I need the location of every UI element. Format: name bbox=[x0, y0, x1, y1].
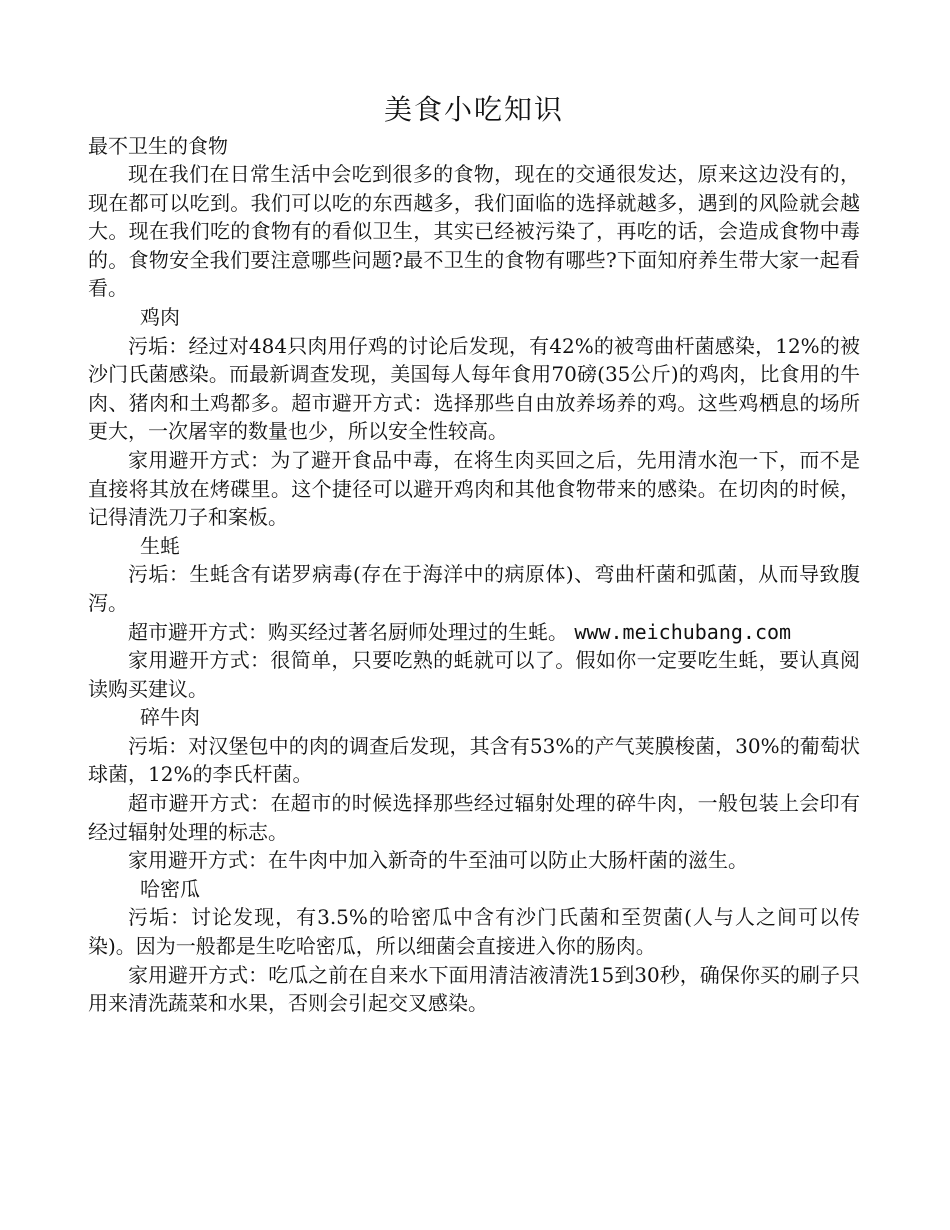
document-page bbox=[88, 92, 860, 1018]
chicken-paragraph-2: 家用避开方式：为了避开食品中毒，在将生肉买回之后，先用清水泡一下，而不是直接将其放在烤碟里。这个捷径可以避开鸡肉和其他食物带来的感染。在切肉的时候，记得清洗刀子和案板。 bbox=[88, 447, 860, 530]
oyster-paragraph-2 bbox=[88, 618, 860, 647]
beef-paragraph-2: 超市避开方式：在超市的时候选择那些经过辐射处理的碎牛肉，一般包装上会印有经过辐射处理的标志。 bbox=[88, 791, 860, 844]
intro-paragraph: 现在我们在日常生活中会吃到很多的食物，现在的交通很发达，原来这边没有的，现在都可以吃到。我们可以吃的东西越多，我们面临的选择就越多，遇到的风险就会越大。现在我们吃的食物有的看似卫生，其实已经被污染了，再吃的话，会造成食物中毒的。食物安全我们要注意哪些问题?最不卫生的食物有哪些?下面知府养生带大家一起看看。 bbox=[88, 162, 860, 301]
oyster-paragraph-3: 家用避开方式：很简单，只要吃熟的蚝就可以了。假如你一定要吃生蚝，要认真阅读购买建议。 bbox=[88, 648, 860, 701]
section-title: 最不卫生的食物 bbox=[88, 134, 228, 158]
document-title: 美食小吃知识 bbox=[383, 93, 564, 126]
melon-paragraph-2: 家用避开方式：吃瓜之前在自来水下面用清洁液清洗15到30秒，确保你买的刷子只用来清洗蔬菜和水果，否则会引起交叉感染。 bbox=[88, 962, 860, 1016]
oyster-supermarket-text: 超市避开方式：购买经过著名厨师处理过的生蚝。 bbox=[128, 619, 568, 644]
melon-paragraph-1: 污垢：讨论发现，有3.5%的哈密瓜中含有沙门氏菌和至贺菌(人与人之间可以传染)。因为一般都是生吃哈密瓜，所以细菌会直接进入你的肠肉。 bbox=[88, 905, 860, 959]
oyster-heading: 生蚝 bbox=[140, 533, 180, 558]
melon-heading: 哈密瓜 bbox=[140, 876, 200, 901]
website-url: www.meichubang.com bbox=[574, 619, 792, 644]
beef-paragraph-3: 家用避开方式：在牛肉中加入新奇的牛至油可以防止大肠杆菌的滋生。 bbox=[128, 848, 748, 873]
oyster-paragraph-1: 污垢：生蚝含有诺罗病毒(存在于海洋中的病原体)、弯曲杆菌和弧菌，从而导致腹泻。 bbox=[88, 562, 860, 615]
beef-heading: 碎牛肉 bbox=[140, 705, 200, 730]
beef-paragraph-1: 污垢：对汉堡包中的肉的调查后发现，其含有53%的产气荚膜梭菌，30%的葡萄状球菌，12%的李氏杆菌。 bbox=[88, 733, 860, 787]
chicken-paragraph-1: 污垢：经过对484只肉用仔鸡的讨论后发现，有42%的被弯曲杆菌感染，12%的被沙门氏菌感染。而最新调查发现，美国每人每年食用70磅(35公斤)的鸡肉，比食用的牛肉、猪肉和土鸡都多。超市避开方式：选择那些自由放养场养的鸡。这些鸡栖息的场所更大，一次屠宰的数量也少，所以安全性较高。 bbox=[88, 333, 860, 444]
chicken-heading: 鸡肉 bbox=[140, 304, 180, 329]
